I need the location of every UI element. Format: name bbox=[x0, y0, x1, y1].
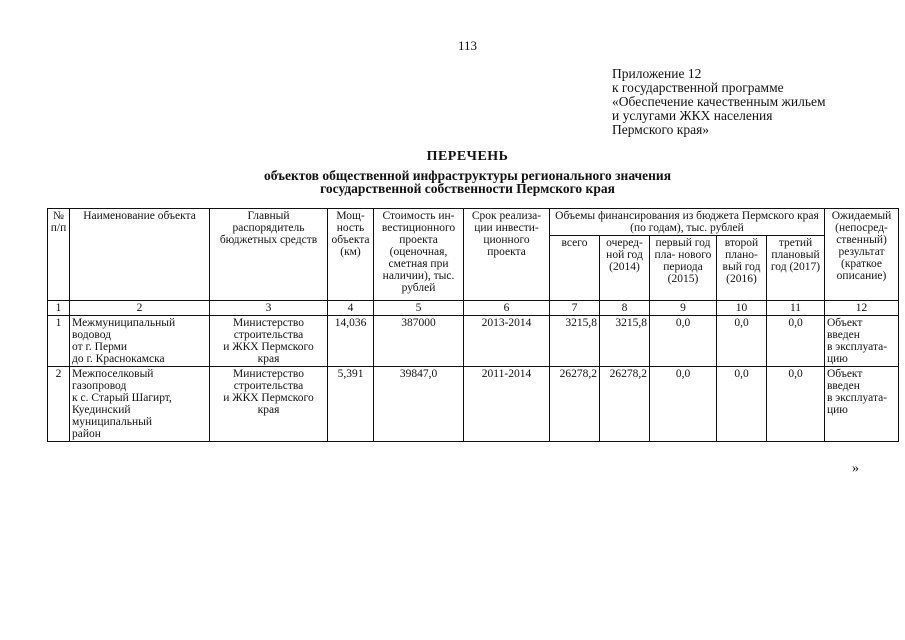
header-cost: Стоимость ин- вестиционного проекта (оценочная, сметная при наличии), тыс. рублей bbox=[374, 209, 464, 301]
object-name-line: Межпоселковый bbox=[72, 368, 154, 380]
funding-total: 3215,8 bbox=[550, 316, 600, 367]
header-capacity: Мощ- ность объекта (км) bbox=[328, 209, 374, 301]
column-number: 2 bbox=[70, 301, 210, 316]
object-capacity: 5,391 bbox=[328, 367, 374, 442]
expected-result bbox=[825, 367, 899, 442]
column-number: 11 bbox=[767, 301, 825, 316]
object-name-line: до г. Краснокамска bbox=[72, 353, 165, 365]
budget-manager-line: Министерство bbox=[233, 368, 304, 380]
project-period: 2013-2014 bbox=[464, 316, 550, 367]
funding-total: 26278,2 bbox=[550, 367, 600, 442]
object-capacity: 14,036 bbox=[328, 316, 374, 367]
header-total: всего bbox=[550, 236, 600, 301]
object-name bbox=[70, 367, 210, 442]
object-name bbox=[70, 316, 210, 367]
column-number: 4 bbox=[328, 301, 374, 316]
object-name-line: Межмуниципальный bbox=[72, 317, 176, 329]
expected-result-line: цию bbox=[827, 404, 848, 416]
object-name-line: район bbox=[72, 428, 101, 440]
appendix-line: Приложение 12 bbox=[612, 66, 702, 81]
expected-result-line: введен bbox=[827, 380, 860, 392]
appendix-line: и услугами ЖКХ населения bbox=[612, 108, 773, 123]
project-cost: 387000 bbox=[374, 316, 464, 367]
header-num: № п/п bbox=[48, 209, 70, 301]
header-2015: первый год пла- нового периода (2015) bbox=[650, 236, 717, 301]
expected-result-line: Объект bbox=[827, 368, 863, 380]
header-2017: третий плановый год (2017) bbox=[767, 236, 825, 301]
budget-manager-line: края bbox=[257, 353, 280, 365]
object-name-line: водовод bbox=[72, 329, 111, 341]
appendix-line: Пермского края» bbox=[612, 122, 710, 137]
appendix-line: к государственной программе bbox=[612, 80, 784, 95]
column-number: 8 bbox=[600, 301, 650, 316]
object-name-line: газопровод bbox=[72, 380, 127, 392]
column-number: 3 bbox=[210, 301, 328, 316]
row-number: 1 bbox=[48, 316, 70, 367]
closing-quote: » bbox=[852, 461, 859, 476]
budget-manager-line: и ЖКХ Пермского bbox=[223, 392, 314, 404]
table-row bbox=[48, 316, 899, 367]
document-subtitle bbox=[0, 169, 905, 195]
column-number-row bbox=[48, 301, 899, 316]
column-number: 7 bbox=[550, 301, 600, 316]
budget-manager bbox=[210, 316, 328, 367]
column-number: 9 bbox=[650, 301, 717, 316]
project-cost: 39847,0 bbox=[374, 367, 464, 442]
funding-2014: 26278,2 bbox=[600, 367, 650, 442]
header-2016: второй плано- вый год (2016) bbox=[717, 236, 767, 301]
expected-result bbox=[825, 316, 899, 367]
page-number: 113 bbox=[457, 38, 478, 53]
budget-manager-line: Министерство bbox=[233, 317, 304, 329]
column-number: 5 bbox=[374, 301, 464, 316]
funding-2017: 0,0 bbox=[767, 316, 825, 367]
objects-table bbox=[47, 208, 899, 442]
document-title: ПЕРЕЧЕНЬ bbox=[426, 149, 509, 164]
object-name-line: к с. Старый Шагирт, bbox=[72, 392, 172, 404]
column-number: 6 bbox=[464, 301, 550, 316]
budget-manager-line: и ЖКХ Пермского bbox=[223, 341, 314, 353]
appendix-line: «Обеспечение качественным жильем bbox=[612, 94, 826, 109]
subtitle-line: объектов общественной инфраструктуры регионального значения bbox=[263, 168, 672, 183]
expected-result-line: введен bbox=[827, 329, 860, 341]
funding-2014: 3215,8 bbox=[600, 316, 650, 367]
budget-manager bbox=[210, 367, 328, 442]
header-result: Ожидаемый (непосред- ственный) результат (краткое описание) bbox=[825, 209, 899, 301]
expected-result-line: в эксплуата- bbox=[827, 392, 888, 404]
expected-result-line: цию bbox=[827, 353, 848, 365]
project-period: 2011-2014 bbox=[464, 367, 550, 442]
funding-2015: 0,0 bbox=[650, 316, 717, 367]
funding-2017: 0,0 bbox=[767, 367, 825, 442]
appendix-note bbox=[612, 67, 892, 137]
expected-result-line: Объект bbox=[827, 317, 863, 329]
header-2014: очеред- ной год (2014) bbox=[600, 236, 650, 301]
header-manager: Главный распорядитель бюджетных средств bbox=[210, 209, 328, 301]
budget-manager-line: строительства bbox=[233, 380, 304, 392]
header-funding-group: Объемы финансирования из бюджета Пермского края (по годам), тыс. рублей bbox=[550, 209, 825, 236]
row-number: 2 bbox=[48, 367, 70, 442]
object-name-line: муниципальный bbox=[72, 416, 153, 428]
column-number: 12 bbox=[825, 301, 899, 316]
header-name: Наименование объекта bbox=[70, 209, 210, 301]
funding-2016: 0,0 bbox=[717, 367, 767, 442]
object-name-line: Куединский bbox=[72, 404, 131, 416]
expected-result-line: в эксплуата- bbox=[827, 341, 888, 353]
funding-2015: 0,0 bbox=[650, 367, 717, 442]
object-name-line: от г. Перми bbox=[72, 341, 128, 353]
column-number: 10 bbox=[717, 301, 767, 316]
table-row bbox=[48, 367, 899, 442]
subtitle-line: государственной собственности Пермского края bbox=[320, 181, 615, 196]
budget-manager-line: строительства bbox=[233, 329, 304, 341]
header-period: Срок реализа- ции инвести- ционного проекта bbox=[464, 209, 550, 301]
column-number: 1 bbox=[48, 301, 70, 316]
funding-2016: 0,0 bbox=[717, 316, 767, 367]
budget-manager-line: края bbox=[257, 404, 280, 416]
